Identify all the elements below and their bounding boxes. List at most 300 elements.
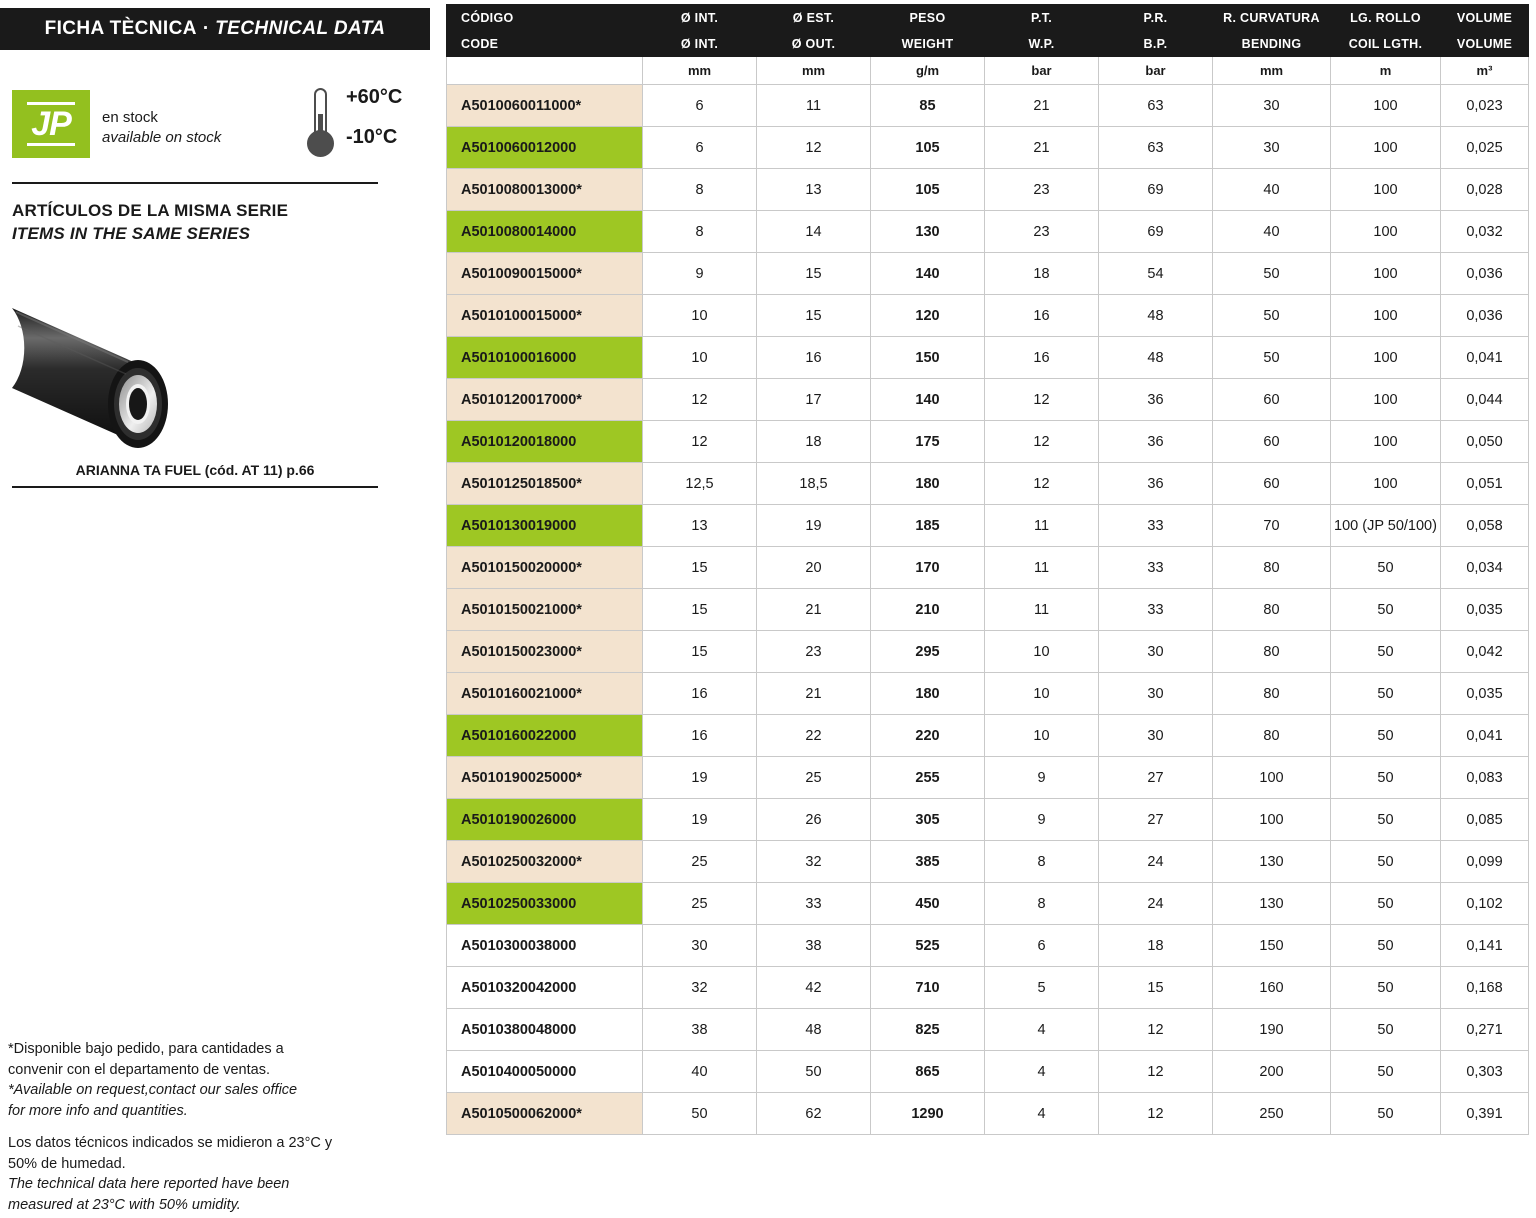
table-row bbox=[447, 1093, 1529, 1135]
left-panel bbox=[0, 0, 440, 1218]
outer-diameter-cell: 48 bbox=[757, 1009, 871, 1051]
weight-cell: 170 bbox=[871, 547, 985, 589]
outer-diameter-cell: 15 bbox=[757, 253, 871, 295]
product-code-cell: A5010190026000 bbox=[447, 799, 643, 841]
volume-cell: 0,036 bbox=[1441, 253, 1529, 295]
working-pressure-cell: 5 bbox=[985, 967, 1099, 1009]
burst-pressure-cell: 33 bbox=[1099, 589, 1213, 631]
volume-cell: 0,041 bbox=[1441, 715, 1529, 757]
weight-cell: 865 bbox=[871, 1051, 985, 1093]
product-code-cell: A5010150023000* bbox=[447, 631, 643, 673]
stock-label-es: en stock bbox=[102, 109, 158, 126]
burst-pressure-cell: 12 bbox=[1099, 1093, 1213, 1135]
page-title-en: TECHNICAL DATA bbox=[215, 18, 386, 39]
product-code-cell: A5010080013000* bbox=[447, 169, 643, 211]
note-tech-es-2: 50% de humedad. bbox=[8, 1155, 126, 1172]
bending-radius-cell: 60 bbox=[1213, 463, 1331, 505]
working-pressure-cell: 9 bbox=[985, 757, 1099, 799]
bending-radius-cell: 50 bbox=[1213, 295, 1331, 337]
volume-cell: 0,035 bbox=[1441, 589, 1529, 631]
table-header-row-es bbox=[447, 5, 1529, 31]
coil-length-cell: 100 (JP 50/100) bbox=[1331, 505, 1441, 547]
outer-diameter-cell: 62 bbox=[757, 1093, 871, 1135]
th-coil-es: LG. ROLLO bbox=[1331, 5, 1441, 31]
inner-diameter-cell: 40 bbox=[643, 1051, 757, 1093]
product-code-cell: A5010190025000* bbox=[447, 757, 643, 799]
inner-diameter-cell: 6 bbox=[643, 85, 757, 127]
volume-cell: 0,168 bbox=[1441, 967, 1529, 1009]
note-order-en-2: for more info and quantities. bbox=[8, 1102, 188, 1119]
inner-diameter-cell: 15 bbox=[643, 631, 757, 673]
table-row bbox=[447, 547, 1529, 589]
table-row bbox=[447, 1051, 1529, 1093]
inner-diameter-cell: 8 bbox=[643, 211, 757, 253]
note-order-en-1: *Available on request,contact our sales office bbox=[8, 1082, 298, 1099]
coil-length-cell: 100 bbox=[1331, 211, 1441, 253]
outer-diameter-cell: 18 bbox=[757, 421, 871, 463]
outer-diameter-cell: 19 bbox=[757, 505, 871, 547]
table-row bbox=[447, 85, 1529, 127]
note-tech-es-1: Los datos técnicos indicados se midieron a 23°C y bbox=[8, 1135, 333, 1152]
th-coil-en: COIL LGTH. bbox=[1331, 31, 1441, 57]
table-units-row bbox=[447, 57, 1529, 85]
volume-cell: 0,271 bbox=[1441, 1009, 1529, 1051]
volume-cell: 0,035 bbox=[1441, 673, 1529, 715]
th-bp-en: B.P. bbox=[1099, 31, 1213, 57]
volume-cell: 0,102 bbox=[1441, 883, 1529, 925]
working-pressure-cell: 9 bbox=[985, 799, 1099, 841]
bending-radius-cell: 70 bbox=[1213, 505, 1331, 547]
product-code-cell: A5010250033000 bbox=[447, 883, 643, 925]
bending-radius-cell: 130 bbox=[1213, 883, 1331, 925]
weight-cell: 385 bbox=[871, 841, 985, 883]
weight-cell: 450 bbox=[871, 883, 985, 925]
product-code-cell: A5010300038000 bbox=[447, 925, 643, 967]
inner-diameter-cell: 25 bbox=[643, 883, 757, 925]
weight-cell: 140 bbox=[871, 253, 985, 295]
bending-radius-cell: 190 bbox=[1213, 1009, 1331, 1051]
bending-radius-cell: 100 bbox=[1213, 799, 1331, 841]
outer-diameter-cell: 13 bbox=[757, 169, 871, 211]
burst-pressure-cell: 30 bbox=[1099, 631, 1213, 673]
footnotes bbox=[8, 1040, 408, 1216]
coil-length-cell: 100 bbox=[1331, 463, 1441, 505]
working-pressure-cell: 16 bbox=[985, 337, 1099, 379]
weight-cell: 140 bbox=[871, 379, 985, 421]
volume-cell: 0,025 bbox=[1441, 127, 1529, 169]
inner-diameter-cell: 50 bbox=[643, 1093, 757, 1135]
inner-diameter-cell: 15 bbox=[643, 589, 757, 631]
bending-radius-cell: 250 bbox=[1213, 1093, 1331, 1135]
volume-cell: 0,036 bbox=[1441, 295, 1529, 337]
temperature-max: +60°C bbox=[346, 86, 403, 108]
volume-cell: 0,051 bbox=[1441, 463, 1529, 505]
unit-wp: bar bbox=[985, 57, 1099, 85]
volume-cell: 0,058 bbox=[1441, 505, 1529, 547]
weight-cell: 120 bbox=[871, 295, 985, 337]
volume-cell: 0,044 bbox=[1441, 379, 1529, 421]
bending-radius-cell: 80 bbox=[1213, 715, 1331, 757]
weight-cell: 180 bbox=[871, 463, 985, 505]
divider-top bbox=[12, 182, 378, 184]
th-code-es: CÓDIGO bbox=[447, 5, 643, 31]
coil-length-cell: 50 bbox=[1331, 589, 1441, 631]
weight-cell: 210 bbox=[871, 589, 985, 631]
th-bp-es: P.R. bbox=[1099, 5, 1213, 31]
series-heading-es: ARTÍCULOS DE LA MISMA SERIE bbox=[12, 201, 289, 220]
outer-diameter-cell: 42 bbox=[757, 967, 871, 1009]
outer-diameter-cell: 16 bbox=[757, 337, 871, 379]
table-row bbox=[447, 127, 1529, 169]
table-row bbox=[447, 589, 1529, 631]
th-int-en: Ø INT. bbox=[643, 31, 757, 57]
bending-radius-cell: 200 bbox=[1213, 1051, 1331, 1093]
inner-diameter-cell: 16 bbox=[643, 715, 757, 757]
product-code-cell: A5010400050000 bbox=[447, 1051, 643, 1093]
burst-pressure-cell: 48 bbox=[1099, 337, 1213, 379]
technical-data-table bbox=[446, 4, 1529, 1135]
inner-diameter-cell: 25 bbox=[643, 841, 757, 883]
th-vol-es: VOLUME bbox=[1441, 5, 1529, 31]
inner-diameter-cell: 12,5 bbox=[643, 463, 757, 505]
divider-bottom bbox=[12, 486, 378, 488]
outer-diameter-cell: 11 bbox=[757, 85, 871, 127]
inner-diameter-cell: 19 bbox=[643, 799, 757, 841]
outer-diameter-cell: 15 bbox=[757, 295, 871, 337]
table-row bbox=[447, 1009, 1529, 1051]
coil-length-cell: 100 bbox=[1331, 379, 1441, 421]
technical-data-table-wrapper bbox=[446, 4, 1528, 1135]
working-pressure-cell: 11 bbox=[985, 547, 1099, 589]
table-row bbox=[447, 169, 1529, 211]
inner-diameter-cell: 13 bbox=[643, 505, 757, 547]
series-heading bbox=[12, 200, 288, 246]
outer-diameter-cell: 25 bbox=[757, 757, 871, 799]
page-title bbox=[0, 8, 430, 50]
coil-length-cell: 100 bbox=[1331, 169, 1441, 211]
unit-weight: g/m bbox=[871, 57, 985, 85]
weight-cell: 305 bbox=[871, 799, 985, 841]
weight-cell: 525 bbox=[871, 925, 985, 967]
product-code-cell: A5010380048000 bbox=[447, 1009, 643, 1051]
volume-cell: 0,050 bbox=[1441, 421, 1529, 463]
inner-diameter-cell: 16 bbox=[643, 673, 757, 715]
table-row bbox=[447, 673, 1529, 715]
coil-length-cell: 50 bbox=[1331, 631, 1441, 673]
coil-length-cell: 100 bbox=[1331, 295, 1441, 337]
unit-bend: mm bbox=[1213, 57, 1331, 85]
title-separator: · bbox=[202, 18, 210, 39]
inner-diameter-cell: 12 bbox=[643, 379, 757, 421]
th-out-en: Ø OUT. bbox=[757, 31, 871, 57]
weight-cell: 105 bbox=[871, 169, 985, 211]
burst-pressure-cell: 33 bbox=[1099, 505, 1213, 547]
volume-cell: 0,023 bbox=[1441, 85, 1529, 127]
weight-cell: 825 bbox=[871, 1009, 985, 1051]
bending-radius-cell: 130 bbox=[1213, 841, 1331, 883]
bending-radius-cell: 40 bbox=[1213, 169, 1331, 211]
th-out-es: Ø EST. bbox=[757, 5, 871, 31]
inner-diameter-cell: 38 bbox=[643, 1009, 757, 1051]
burst-pressure-cell: 36 bbox=[1099, 421, 1213, 463]
table-row bbox=[447, 463, 1529, 505]
working-pressure-cell: 18 bbox=[985, 253, 1099, 295]
coil-length-cell: 100 bbox=[1331, 421, 1441, 463]
volume-cell: 0,041 bbox=[1441, 337, 1529, 379]
burst-pressure-cell: 12 bbox=[1099, 1051, 1213, 1093]
inner-diameter-cell: 8 bbox=[643, 169, 757, 211]
th-vol-en: VOLUME bbox=[1441, 31, 1529, 57]
burst-pressure-cell: 18 bbox=[1099, 925, 1213, 967]
working-pressure-cell: 10 bbox=[985, 631, 1099, 673]
burst-pressure-cell: 12 bbox=[1099, 1009, 1213, 1051]
working-pressure-cell: 12 bbox=[985, 463, 1099, 505]
product-code-cell: A5010120018000 bbox=[447, 421, 643, 463]
th-bend-es: R. CURVATURA bbox=[1213, 5, 1331, 31]
burst-pressure-cell: 48 bbox=[1099, 295, 1213, 337]
coil-length-cell: 50 bbox=[1331, 967, 1441, 1009]
th-wp-en: W.P. bbox=[985, 31, 1099, 57]
volume-cell: 0,085 bbox=[1441, 799, 1529, 841]
product-code-cell: A5010150021000* bbox=[447, 589, 643, 631]
working-pressure-cell: 4 bbox=[985, 1009, 1099, 1051]
bending-radius-cell: 100 bbox=[1213, 757, 1331, 799]
burst-pressure-cell: 27 bbox=[1099, 799, 1213, 841]
bending-radius-cell: 160 bbox=[1213, 967, 1331, 1009]
outer-diameter-cell: 12 bbox=[757, 127, 871, 169]
outer-diameter-cell: 32 bbox=[757, 841, 871, 883]
inner-diameter-cell: 10 bbox=[643, 337, 757, 379]
weight-cell: 175 bbox=[871, 421, 985, 463]
working-pressure-cell: 12 bbox=[985, 379, 1099, 421]
working-pressure-cell: 11 bbox=[985, 505, 1099, 547]
table-row bbox=[447, 505, 1529, 547]
coil-length-cell: 50 bbox=[1331, 1093, 1441, 1135]
outer-diameter-cell: 23 bbox=[757, 631, 871, 673]
product-code-cell: A5010120017000* bbox=[447, 379, 643, 421]
table-row bbox=[447, 883, 1529, 925]
volume-cell: 0,141 bbox=[1441, 925, 1529, 967]
burst-pressure-cell: 24 bbox=[1099, 841, 1213, 883]
coil-length-cell: 100 bbox=[1331, 127, 1441, 169]
stock-badge bbox=[12, 90, 221, 158]
temperature-min: -10°C bbox=[346, 126, 398, 148]
table-row bbox=[447, 295, 1529, 337]
volume-cell: 0,083 bbox=[1441, 757, 1529, 799]
outer-diameter-cell: 21 bbox=[757, 673, 871, 715]
product-code-cell: A5010100015000* bbox=[447, 295, 643, 337]
th-bend-en: BENDING bbox=[1213, 31, 1331, 57]
working-pressure-cell: 21 bbox=[985, 127, 1099, 169]
outer-diameter-cell: 33 bbox=[757, 883, 871, 925]
bending-radius-cell: 150 bbox=[1213, 925, 1331, 967]
bending-radius-cell: 40 bbox=[1213, 211, 1331, 253]
bending-radius-cell: 80 bbox=[1213, 673, 1331, 715]
burst-pressure-cell: 54 bbox=[1099, 253, 1213, 295]
outer-diameter-cell: 38 bbox=[757, 925, 871, 967]
bending-radius-cell: 50 bbox=[1213, 253, 1331, 295]
volume-cell: 0,391 bbox=[1441, 1093, 1529, 1135]
note-tech-en-2: measured at 23°C with 50% umidity. bbox=[8, 1196, 241, 1213]
inner-diameter-cell: 12 bbox=[643, 421, 757, 463]
burst-pressure-cell: 30 bbox=[1099, 715, 1213, 757]
burst-pressure-cell: 36 bbox=[1099, 379, 1213, 421]
table-row bbox=[447, 631, 1529, 673]
product-code-cell: A5010160021000* bbox=[447, 673, 643, 715]
hose-product-image bbox=[8, 268, 208, 458]
table-row bbox=[447, 967, 1529, 1009]
working-pressure-cell: 21 bbox=[985, 85, 1099, 127]
outer-diameter-cell: 20 bbox=[757, 547, 871, 589]
outer-diameter-cell: 26 bbox=[757, 799, 871, 841]
working-pressure-cell: 4 bbox=[985, 1093, 1099, 1135]
th-int-es: Ø INT. bbox=[643, 5, 757, 31]
weight-cell: 295 bbox=[871, 631, 985, 673]
product-code-cell: A5010500062000* bbox=[447, 1093, 643, 1135]
working-pressure-cell: 10 bbox=[985, 673, 1099, 715]
volume-cell: 0,034 bbox=[1441, 547, 1529, 589]
working-pressure-cell: 23 bbox=[985, 211, 1099, 253]
thermometer-bulb bbox=[307, 130, 334, 157]
hose-caption: ARIANNA TA FUEL (cód. AT 11) p.66 bbox=[75, 462, 315, 478]
weight-cell: 710 bbox=[871, 967, 985, 1009]
product-code-cell: A5010160022000 bbox=[447, 715, 643, 757]
inner-diameter-cell: 32 bbox=[643, 967, 757, 1009]
working-pressure-cell: 8 bbox=[985, 883, 1099, 925]
working-pressure-cell: 10 bbox=[985, 715, 1099, 757]
product-code-cell: A5010060012000 bbox=[447, 127, 643, 169]
inner-diameter-cell: 30 bbox=[643, 925, 757, 967]
product-code-cell: A5010150020000* bbox=[447, 547, 643, 589]
volume-cell: 0,028 bbox=[1441, 169, 1529, 211]
unit-out: mm bbox=[757, 57, 871, 85]
product-code-cell: A5010320042000 bbox=[447, 967, 643, 1009]
coil-length-cell: 50 bbox=[1331, 715, 1441, 757]
stock-text bbox=[102, 108, 221, 149]
burst-pressure-cell: 15 bbox=[1099, 967, 1213, 1009]
bending-radius-cell: 80 bbox=[1213, 631, 1331, 673]
volume-cell: 0,099 bbox=[1441, 841, 1529, 883]
bending-radius-cell: 50 bbox=[1213, 337, 1331, 379]
product-code-cell: A5010250032000* bbox=[447, 841, 643, 883]
burst-pressure-cell: 63 bbox=[1099, 85, 1213, 127]
table-row bbox=[447, 379, 1529, 421]
unit-coil: m bbox=[1331, 57, 1441, 85]
weight-cell: 130 bbox=[871, 211, 985, 253]
working-pressure-cell: 4 bbox=[985, 1051, 1099, 1093]
table-row bbox=[447, 925, 1529, 967]
th-weight-en: WEIGHT bbox=[871, 31, 985, 57]
outer-diameter-cell: 14 bbox=[757, 211, 871, 253]
weight-cell: 1290 bbox=[871, 1093, 985, 1135]
outer-diameter-cell: 22 bbox=[757, 715, 871, 757]
weight-cell: 85 bbox=[871, 85, 985, 127]
weight-cell: 105 bbox=[871, 127, 985, 169]
table-row bbox=[447, 253, 1529, 295]
burst-pressure-cell: 27 bbox=[1099, 757, 1213, 799]
coil-length-cell: 50 bbox=[1331, 883, 1441, 925]
weight-cell: 150 bbox=[871, 337, 985, 379]
jp-logo-icon bbox=[12, 90, 90, 158]
note-order-es-1: *Disponible bajo pedido, para cantidades a bbox=[8, 1041, 284, 1057]
note-order-es-2: convenir con el departamento de ventas. bbox=[8, 1061, 270, 1078]
volume-cell: 0,303 bbox=[1441, 1051, 1529, 1093]
bending-radius-cell: 80 bbox=[1213, 589, 1331, 631]
product-code-cell: A5010080014000 bbox=[447, 211, 643, 253]
volume-cell: 0,042 bbox=[1441, 631, 1529, 673]
weight-cell: 185 bbox=[871, 505, 985, 547]
working-pressure-cell: 11 bbox=[985, 589, 1099, 631]
table-row bbox=[447, 211, 1529, 253]
working-pressure-cell: 8 bbox=[985, 841, 1099, 883]
burst-pressure-cell: 69 bbox=[1099, 211, 1213, 253]
burst-pressure-cell: 36 bbox=[1099, 463, 1213, 505]
coil-length-cell: 50 bbox=[1331, 1051, 1441, 1093]
product-code-cell: A5010090015000* bbox=[447, 253, 643, 295]
stock-label-en: available on stock bbox=[102, 129, 222, 147]
table-body bbox=[447, 57, 1529, 1135]
coil-length-cell: 50 bbox=[1331, 673, 1441, 715]
bending-radius-cell: 60 bbox=[1213, 379, 1331, 421]
th-wp-es: P.T. bbox=[985, 5, 1099, 31]
table-row bbox=[447, 841, 1529, 883]
working-pressure-cell: 23 bbox=[985, 169, 1099, 211]
table-row bbox=[447, 757, 1529, 799]
table-head bbox=[447, 5, 1529, 57]
product-code-cell: A5010130019000 bbox=[447, 505, 643, 547]
th-code-en: CODE bbox=[447, 31, 643, 57]
thermometer-icon bbox=[300, 86, 430, 166]
bending-radius-cell: 30 bbox=[1213, 127, 1331, 169]
weight-cell: 220 bbox=[871, 715, 985, 757]
inner-diameter-cell: 10 bbox=[643, 295, 757, 337]
jp-logo-text: JP bbox=[27, 102, 75, 146]
unit-code bbox=[447, 57, 643, 85]
unit-int: mm bbox=[643, 57, 757, 85]
burst-pressure-cell: 24 bbox=[1099, 883, 1213, 925]
working-pressure-cell: 12 bbox=[985, 421, 1099, 463]
weight-cell: 180 bbox=[871, 673, 985, 715]
inner-diameter-cell: 9 bbox=[643, 253, 757, 295]
outer-diameter-cell: 17 bbox=[757, 379, 871, 421]
bending-radius-cell: 60 bbox=[1213, 421, 1331, 463]
coil-length-cell: 50 bbox=[1331, 757, 1441, 799]
outer-diameter-cell: 50 bbox=[757, 1051, 871, 1093]
coil-length-cell: 50 bbox=[1331, 799, 1441, 841]
inner-diameter-cell: 19 bbox=[643, 757, 757, 799]
coil-length-cell: 100 bbox=[1331, 85, 1441, 127]
volume-cell: 0,032 bbox=[1441, 211, 1529, 253]
th-weight-es: PESO bbox=[871, 5, 985, 31]
unit-vol: m³ bbox=[1441, 57, 1529, 85]
outer-diameter-cell: 21 bbox=[757, 589, 871, 631]
product-code-cell: A5010100016000 bbox=[447, 337, 643, 379]
burst-pressure-cell: 33 bbox=[1099, 547, 1213, 589]
page-title-es: FICHA TÈCNICA bbox=[44, 18, 197, 39]
burst-pressure-cell: 63 bbox=[1099, 127, 1213, 169]
unit-bp: bar bbox=[1099, 57, 1213, 85]
table-row bbox=[447, 337, 1529, 379]
product-code-cell: A5010125018500* bbox=[447, 463, 643, 505]
coil-length-cell: 100 bbox=[1331, 337, 1441, 379]
product-code-cell: A5010060011000* bbox=[447, 85, 643, 127]
burst-pressure-cell: 69 bbox=[1099, 169, 1213, 211]
working-pressure-cell: 16 bbox=[985, 295, 1099, 337]
coil-length-cell: 50 bbox=[1331, 547, 1441, 589]
coil-length-cell: 50 bbox=[1331, 925, 1441, 967]
table-row bbox=[447, 715, 1529, 757]
weight-cell: 255 bbox=[871, 757, 985, 799]
